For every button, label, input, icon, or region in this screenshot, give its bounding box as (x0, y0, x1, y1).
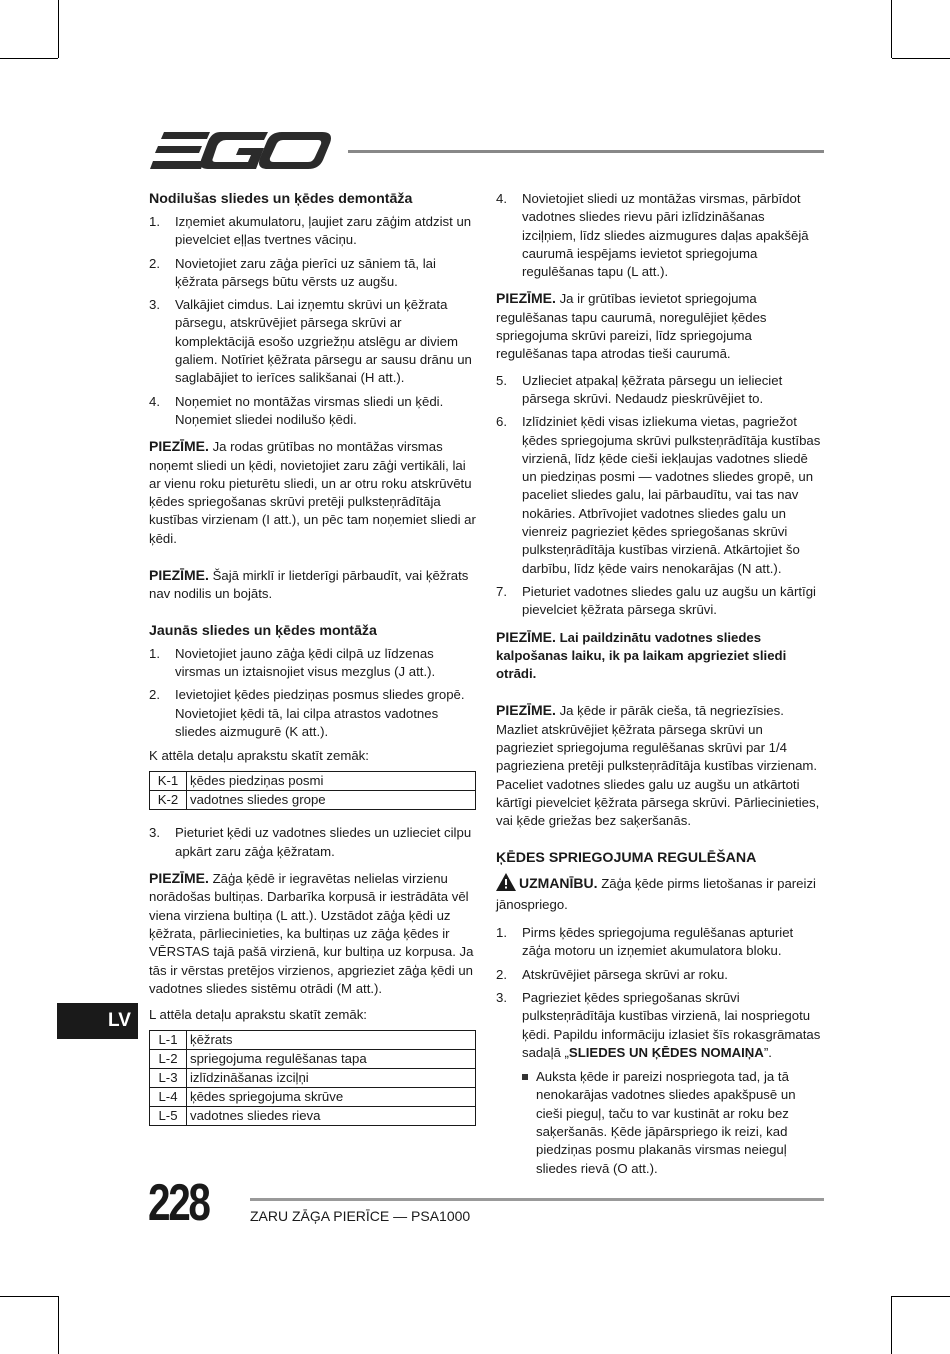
note-paragraph (496, 289, 822, 363)
list-item (522, 1068, 822, 1178)
steps-list (149, 824, 479, 861)
note-paragraph (496, 628, 822, 684)
note-paragraph (496, 701, 822, 830)
crop-mark (58, 1296, 59, 1354)
step-text: ”. (763, 1044, 772, 1060)
note-label: PIEZĪME. (496, 702, 556, 719)
language-tab-label: LV (108, 1010, 131, 1031)
step-text: Pirms ķēdes spriegojuma regulēšanas apturiet zāģa motoru un izņemiet akumulatora bloku. (522, 925, 794, 959)
section-title: Jaunās sliedes un ķēdes montāža (149, 622, 377, 639)
note-paragraph (149, 437, 479, 548)
step-text: Valkājiet cimdus. Lai izņemtu skrūvi un ķēžrata pārsegu, atskrūvējiet pārsega skrūvi ar komplektācijā esošo uzgriežņu atslēgu ar diviem galiem. Notīriet ķēžrata pārsegu ar sausu drānu un saglabājiet to ierīces salikšanai (H att.). (175, 297, 472, 386)
step-number: 4. (149, 393, 160, 409)
warning-paragraph (496, 873, 822, 915)
steps-list (149, 213, 479, 429)
step-number: 2. (149, 687, 160, 703)
step-number: 3. (149, 825, 160, 841)
crop-mark (891, 1296, 892, 1354)
list-item (496, 190, 822, 281)
list-item (149, 645, 479, 682)
list-item (496, 583, 822, 620)
list-item (149, 255, 479, 292)
step-text: Novietojiet jauno zāģa ķēdi cilpā uz līdzenas virsmas un iztaisnojiet visus mezglus (J att.). (175, 645, 436, 679)
page-number: 228 (148, 1174, 209, 1232)
table-row (150, 772, 476, 791)
note-text: Zāģa ķēdē ir iegravētas nelielas virzienu norādošas bultiņas. Darbarīka korpusā ir iestrādāta vēl viena virziena bultiņa (L att.). Uzstādot zāģa ķēdi uz ķēžrata, pārliecinieties, ka bultiņas uz zāģa ķēdes ir VĒRSTAS tajā pašā virzienā, kur bultiņa uz korpusa. Ja tās ir vērstas pretējos virzienos, apgrieziet zāģa ķēdi un vadotnes sliedes sistēmu otrādi (M att.). (149, 871, 474, 996)
part-name: spriegojuma regulēšanas tapa (187, 1050, 476, 1069)
crop-mark (58, 0, 59, 58)
step-number: 5. (496, 372, 507, 388)
table-intro: K attēla detaļu aprakstu skatīt zemāk: (149, 748, 369, 764)
crop-mark (0, 58, 58, 59)
part-name: ķēdes spriegojuma skrūve (187, 1088, 476, 1107)
step-number: 6. (496, 414, 507, 430)
step-number: 1. (149, 645, 160, 661)
step-number: 4. (496, 191, 507, 206)
steps-list (496, 924, 822, 1062)
step-number: 1. (496, 925, 507, 941)
bullet-text: Auksta ķēde ir pareizi nospriegota tad, ja tā nenokarājas vadotnes sliedes apakšpusē un cieši pieguļ, taču to var kustināt ar roku bez saķeršanās. Ķēde jāpārspriego ik reizi, kad piedziņas posmu plakanās virsmas neieguļ sliedes rievā (O att.). (536, 1069, 796, 1176)
part-code: K-1 (150, 772, 187, 791)
part-code: L-3 (150, 1069, 187, 1088)
steps-list (496, 372, 822, 620)
table-row (150, 1031, 476, 1050)
note-paragraph (149, 566, 479, 604)
left-column (149, 190, 479, 1126)
step-number: 3. (496, 989, 507, 1005)
list-item (496, 989, 822, 1062)
table-row (150, 1088, 476, 1107)
header-rule (348, 150, 824, 153)
part-name: ķēdes piedziņas posmi (187, 772, 476, 791)
step-number: 7. (496, 583, 507, 599)
table-row (150, 1069, 476, 1088)
part-code: L-1 (150, 1031, 187, 1050)
note-text: Ja ķēde ir pārāk cieša, tā negriezīsies. Mazliet atskrūvējiet ķēžrata pārsega skrūvi un pagrieziet spriegojuma regulēšanas skrūvi par 1/4 pagrieziena pretēji pulksteņrādītāja kustības virzienam. Paceliet vadotnes sliedes galu uz augšu un atkārtoti kārtīgi pievelciet ķēžrata pārsega skrūvi. Pārliecinieties, vai ķēde griežas bez saķeršanās. (496, 703, 820, 829)
section-title: ĶĒDES SPRIEGOJUMA REGULĒŠANA (496, 849, 757, 866)
part-code: K-2 (150, 791, 187, 810)
parts-table-l (149, 1030, 476, 1126)
warning-label: UZMANĪBU. (519, 874, 598, 891)
list-item (496, 924, 822, 961)
bullet-square-icon (522, 1074, 528, 1080)
list-item (496, 966, 822, 984)
list-item (496, 413, 822, 578)
table-row (150, 1107, 476, 1126)
footer-rule (250, 1198, 824, 1201)
table-row (150, 1050, 476, 1069)
step-text: Pieturiet vadotnes sliedes galu uz augšu un kārtīgi pievelciet ķēžrata pārsega skrūvi. (522, 583, 816, 618)
step-text: Atskrūvējiet pārsega skrūvi ar roku. (522, 966, 728, 982)
note-label: PIEZĪME. (149, 438, 209, 455)
note-text: Ja rodas grūtības no montāžas virsmas noņemt sliedi un ķēdi, novietojiet zaru zāģi vertikāli, lai ar vienu roku pieturētu sliedi, un ar otru roku atskrūvētu ķēdes spriegošanas skrūvi pretēji pulksteņrādītāja kustības virzienam (I att.), un pēc tam noņemiet sliedi ar ķēdi. (149, 439, 476, 546)
note-text: Lai paildzinātu vadotnes sliedes kalpošanas laiku, ik pa laikam apgrieziet sliedi otrādi. (496, 629, 787, 682)
step-text: Ievietojiet ķēdes piedziņas posmus sliedes gropē. Novietojiet ķēdi tā, lai cilpa atrastos vadotnes sliedes aizmugurē (K att.). (175, 687, 465, 739)
part-code: L-4 (150, 1088, 187, 1107)
cross-reference: SLIEDES UN ĶĒDES NOMAIŅA (568, 1044, 764, 1060)
warning-triangle-icon (496, 873, 516, 896)
list-item (149, 824, 479, 861)
step-text: Pagrieziet ķēdes spriegošanas skrūvi pulksteņrādītāja kustības virzienā, lai nospriegotu ķēdi. Papildu informāciju izlasiet šīs rokasgrāmatas sadaļā „ (522, 989, 821, 1060)
list-item (149, 296, 479, 387)
step-number: 3. (149, 297, 160, 313)
note-text: Šajā mirklī ir lietderīgi pārbaudīt, vai ķēžrats nav nodilis un bojāts. (149, 568, 469, 602)
list-item (496, 372, 822, 409)
table-intro: L attēla detaļu aprakstu skatīt zemāk: (149, 1007, 367, 1023)
step-text: Noņemiet no montāžas virsmas sliedi un ķēdi. Noņemiet sliedei nodilušo ķēdi. (175, 393, 444, 427)
steps-list (149, 645, 479, 741)
step-text: Izņemiet akumulatoru, ļaujiet zaru zāģim atdzist un pievelciet eļļas tvertnes vāciņu. (175, 214, 472, 248)
bullet-list (496, 1068, 822, 1178)
crop-mark (0, 1296, 58, 1297)
part-name: vadotnes sliedes rieva (187, 1107, 476, 1126)
section-title: Nodilušas sliedes un ķēdes demontāža (149, 191, 413, 207)
list-item (149, 686, 479, 741)
step-number: 2. (149, 255, 160, 271)
part-code: L-5 (150, 1107, 187, 1126)
steps-list (496, 190, 822, 281)
note-label: PIEZĪME. (149, 567, 209, 584)
note-text: Ja ir grūtības ievietot spriegojuma regulēšanas tapu caurumā, noregulējiet ķēdes spriegojuma skrūvi pareizi, līdz spriegojuma regulēšanas tapa atrodas tieši caurumā. (496, 291, 767, 362)
crop-mark (892, 1296, 950, 1297)
step-text: Uzlieciet atpakaļ ķēžrata pārsegu un ielieciet pārsega skrūvi. Nedaudz pieskrūvējiet to. (522, 372, 783, 406)
part-name: ķēžrats (187, 1031, 476, 1050)
list-item (149, 213, 479, 250)
note-label: PIEZĪME. (496, 290, 556, 307)
crop-mark (891, 0, 892, 58)
step-text: Novietojiet sliedi uz montāžas virsmas, pārbīdot vadotnes sliedes rievu pāri izlīdzināšanas izciļņiem, līdz sliedes aizmugures daļas apakšējā caurumā iespējams ievietot spriegojuma regulēšanas tapu (L att.). (522, 191, 809, 280)
ego-logo (150, 130, 332, 172)
list-item (149, 393, 479, 430)
note-paragraph (149, 869, 479, 998)
part-code: L-2 (150, 1050, 187, 1069)
crop-mark (892, 58, 950, 59)
footer-title: ZARU ZĀĢA PIERĪCE — PSA1000 (250, 1208, 471, 1224)
note-label: PIEZĪME. (496, 628, 556, 645)
note-label: PIEZĪME. (149, 870, 209, 887)
warning-text: Zāģa ķēde pirms lietošanas ir pareizi jānospriego. (496, 875, 816, 912)
right-column (496, 190, 822, 1178)
step-text: Pieturiet ķēdi uz vadotnes sliedes un uzlieciet cilpu apkārt zaru zāģa ķēžratam. (175, 825, 472, 859)
part-name: vadotnes sliedes grope (187, 791, 476, 810)
part-name: izlīdzināšanas izciļņi (187, 1069, 476, 1088)
table-row (150, 791, 476, 810)
step-number: 1. (149, 214, 160, 229)
step-number: 2. (496, 966, 507, 982)
parts-table-k (149, 771, 476, 810)
step-text: Novietojiet zaru zāģa pierīci uz sāniem tā, lai ķēžrata pārsegs būtu vērsts uz augšu. (175, 255, 436, 289)
step-text: Izlīdziniet ķēdi visas izliekuma vietas, pagriežot ķēdes spriegojuma skrūvi pulksteņrādītāja kustības virzienā, līdz ķēde cieši iekļaujas vadotnes sliedē un piedziņas posmi — vadotnes sliedes gropē, un paceliet sliedes galu, lai pārbaudītu, vai tas nav nokāries. Atbrīvojiet vadotnes sliedes galu un vienreiz pagrieziet ķēdes spriegošanas skrūvi pulksteņrādītāja kustības virzienā. Atkārtojiet šo darbību, līdz ķēde vairs nenokarājas (N att.). (522, 414, 821, 576)
